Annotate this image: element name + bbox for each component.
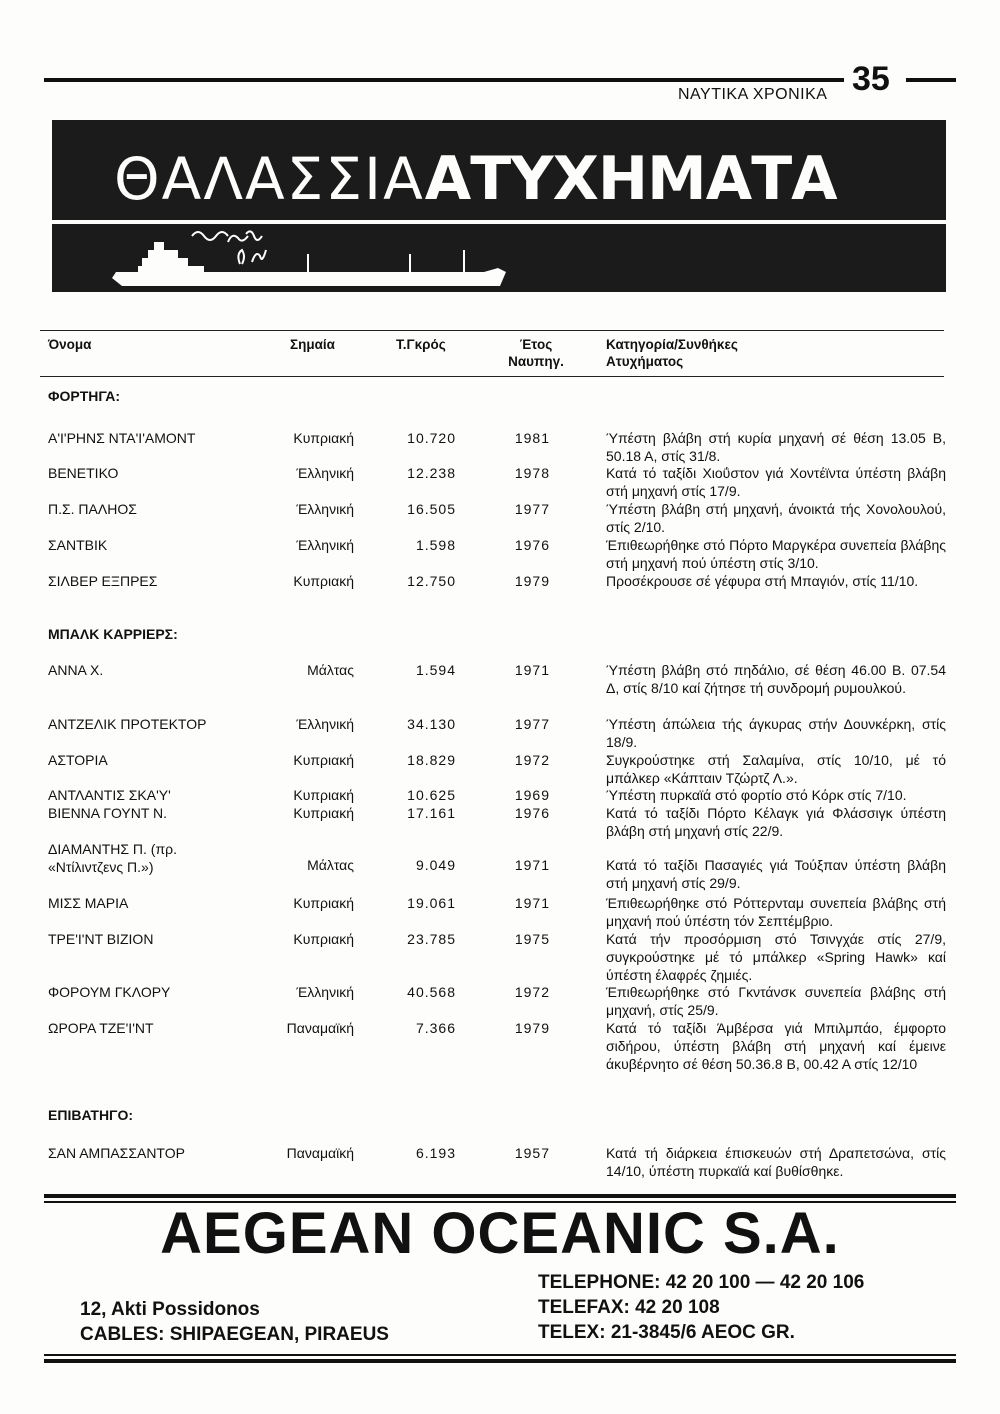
vessel-gross-tonnage: 1.594	[415, 662, 456, 678]
vessel-name: ΣΑΝ ΑΜΠΑΣΣΑΝΤΟΡ	[48, 1145, 185, 1161]
accident-description: Ύπέστη άπώλεια τής άγκυρας στήν Δουνκέρκη, στίς 18/9.	[606, 716, 946, 750]
section-banner	[52, 120, 946, 292]
vessel-name: ΦΟΡΟΥΜ ΓΚΛΟΡΥ	[48, 984, 171, 1000]
vessel-flag: Κυπριακή	[293, 430, 354, 446]
header-rule-right	[906, 78, 956, 82]
vessel-build-year: 1979	[514, 573, 550, 589]
vessel-gross-tonnage: 18.829	[407, 752, 456, 768]
vessel-build-year: 1971	[514, 857, 550, 873]
page-number: 35	[852, 60, 890, 98]
accident-description: Ύπέστη βλάβη στή μηχανή, άνοικτά τής Χονολουλού, στίς 2/10.	[606, 501, 946, 535]
vessel-name: ΣΑΝΤΒΙΚ	[48, 537, 108, 553]
advertiser-telefax: TELEFAX: 42 20 108	[538, 1297, 720, 1318]
vessel-build-year: 1976	[514, 537, 550, 553]
vessel-flag: Κυπριακή	[293, 931, 354, 947]
vessel-flag: Μάλτας	[307, 857, 354, 873]
vessel-gross-tonnage: 10.625	[407, 787, 456, 803]
vessel-flag: Μάλτας	[307, 662, 354, 678]
ad-rule-bottom-thin	[44, 1354, 956, 1356]
vessel-flag: Κυπριακή	[293, 805, 354, 821]
vessel-gross-tonnage: 34.130	[407, 716, 456, 732]
vessel-flag: Παναμαϊκή	[286, 1145, 354, 1161]
accident-description: Κατά τό ταξίδι Πόρτο Κέλαγκ γιά Φλάσσιγκ ύπέστη βλάβη στή μηχανή στίς 22/9.	[606, 805, 946, 839]
accident-description: Ύπέστη πυρκαϊά στό φορτίο στό Κόρκ στίς 7/10.	[606, 787, 907, 803]
accident-description: Συγκρούστηκε στή Σαλαμίνα, στίς 10/10, μέ τό μπάλκερ «Κάπταιν Τζώρτζ Λ.».	[606, 752, 946, 786]
column-header-flag: Σημαία	[290, 337, 335, 352]
vessel-gross-tonnage: 17.161	[407, 805, 456, 821]
accident-description: Έπιθεωρήθηκε στό Ρόττερνταμ συνεπεία βλάβης στή μηχανή πού ύπέστη τόν Σεπτέμβριο.	[606, 895, 946, 929]
vessel-name: Π.Σ. ΠΑΛΗΟΣ	[48, 501, 137, 517]
vessel-flag: Έλληνική	[296, 984, 354, 1000]
table-header-rule-top	[40, 330, 944, 331]
vessel-name: ΒΙΕΝΝΑ ΓΟΥΝΤ Ν.	[48, 805, 168, 821]
vessel-gross-tonnage: 10.720	[407, 430, 456, 446]
vessel-gross-tonnage: 7.366	[415, 1020, 456, 1036]
vessel-build-year: 1977	[514, 501, 550, 517]
accident-description: Έπιθεωρήθηκε στό Πόρτο Μαργκέρα συνεπεία βλάβης στή μηχανή πού ύπέστη στίς 3/10.	[606, 537, 946, 571]
vessel-build-year: 1971	[514, 895, 550, 911]
vessel-build-year: 1972	[514, 984, 550, 1000]
vessel-name: ΤΡΕ'Ι'ΝΤ ΒΙΖΙΟΝ	[48, 931, 154, 947]
accident-description: Ύπέστη βλάβη στή κυρία μηχανή σέ θέση 13.05 Β, 50.18 Α, στίς 31/8.	[606, 430, 946, 464]
accident-description: Ύπέστη βλάβη στό πηδάλιο, σέ θέση 46.00 Β. 07.54 Δ, στίς 8/10 καί ζήτησε τή συνδρομή ρυμουλκού.	[606, 662, 946, 696]
accident-description: Προσέκρουσε σέ γέφυρα στή Μπαγιόν, στίς 11/10.	[606, 573, 919, 589]
vessel-flag: Παναμαϊκή	[286, 1020, 354, 1036]
column-header-gt: Τ.Γκρός	[396, 337, 446, 352]
column-header-name: Όνομα	[48, 337, 92, 352]
vessel-build-year: 1977	[514, 716, 550, 732]
advertiser-address: 12, Akti Possidonos	[80, 1299, 260, 1320]
vessel-flag: Κυπριακή	[293, 752, 354, 768]
vessel-gross-tonnage: 16.505	[407, 501, 456, 517]
vessel-flag: Έλληνική	[296, 465, 354, 481]
vessel-name: ΜΙΣΣ ΜΑΡΙΑ	[48, 895, 129, 911]
vessel-build-year: 1976	[514, 805, 550, 821]
accident-description: Κατά τή διάρκεια έπισκευών στή Δραπετσώνα, στίς 14/10, ύπέστη πυρκαϊά καί βυθίσθηκε.	[606, 1145, 946, 1179]
vessel-build-year: 1979	[514, 1020, 550, 1036]
publication-name: ΝΑΥΤΙΚΑ ΧΡΟΝΙΚΑ	[678, 86, 828, 103]
table-header-rule-bottom	[40, 376, 944, 377]
vessel-build-year: 1969	[514, 787, 550, 803]
advertiser-telephone: TELEPHONE: 42 20 100 — 42 20 106	[538, 1272, 865, 1293]
vessel-build-year: 1978	[514, 465, 550, 481]
section-title	[114, 144, 837, 214]
vessel-flag: Κυπριακή	[293, 787, 354, 803]
ad-rule-top-thick	[44, 1194, 956, 1198]
vessel-gross-tonnage: 12.238	[407, 465, 456, 481]
advertiser-telex: TELEX: 21-3845/6 AEOC GR.	[538, 1322, 795, 1343]
vessel-name: ΒΕΝΕΤΙΚΟ	[48, 465, 119, 481]
ad-rule-bottom-thick	[44, 1359, 956, 1363]
vessel-build-year: 1981	[514, 430, 550, 446]
accident-description: Έπιθεωρήθηκε στό Γκντάνσκ συνεπεία βλάβης στή μηχανή, στίς 25/9.	[606, 984, 946, 1018]
vessel-build-year: 1972	[514, 752, 550, 768]
vessel-gross-tonnage: 1.598	[415, 537, 456, 553]
vessel-flag: Έλληνική	[296, 501, 354, 517]
advertiser-company-name: AEGEAN OCEANIC S.A.	[160, 1201, 840, 1266]
category-heading: ΜΠΑΛΚ ΚΑΡΡΙΕΡΣ:	[48, 626, 178, 642]
column-header-year: Έτος Ναυπηγ.	[508, 337, 564, 369]
category-heading: ΕΠΙΒΑΤΗΓΟ:	[48, 1107, 134, 1123]
vessel-gross-tonnage: 23.785	[407, 931, 456, 947]
advertiser-cables: CABLES: SHIPAEGEAN, PIRAEUS	[80, 1324, 389, 1345]
vessel-flag: Κυπριακή	[293, 573, 354, 589]
vessel-name: Α'Ι'ΡΗΝΣ ΝΤΑ'Ι'ΑΜΟΝΤ	[48, 430, 196, 446]
header-rule-left	[44, 78, 844, 82]
burning-ship-icon	[112, 228, 512, 292]
vessel-name: ΣΙΛΒΕΡ ΕΞΠΡΕΣ	[48, 573, 158, 589]
section-title-bold: ΑΤΥΧΗΜΑΤΑ	[424, 144, 837, 214]
vessel-flag: Έλληνική	[296, 537, 354, 553]
vessel-flag: Κυπριακή	[293, 895, 354, 911]
vessel-name: ΔΙΑΜΑΝΤΗΣ Π. (πρ. «Ντίλιντζενς Π.»)	[48, 841, 177, 875]
vessel-build-year: 1975	[514, 931, 550, 947]
accident-description: Κατά τήν προσόρμιση στό Τσινγχάε στίς 27/9, συγκρούστηκε μέ τό μπάλκερ «Spring Hawk» καί ύπέστη έλαφρές ζημιές.	[606, 931, 946, 983]
vessel-gross-tonnage: 19.061	[407, 895, 456, 911]
vessel-name: ΩΡΟΡΑ ΤΖΕ'Ι'ΝΤ	[48, 1020, 154, 1036]
vessel-name: ΑΝΤΖΕΛΙΚ ΠΡΟΤΕΚΤΟΡ	[48, 716, 207, 732]
vessel-gross-tonnage: 40.568	[407, 984, 456, 1000]
banner-band	[52, 220, 946, 224]
vessel-name: ΑΣΤΟΡΙΑ	[48, 752, 108, 768]
vessel-gross-tonnage: 6.193	[415, 1145, 456, 1161]
vessel-name: ΑΝΤΛΑΝΤΙΣ ΣΚΑ'Υ'	[48, 787, 171, 803]
section-title-light: ΘΑΛΑΣΣΙΑ	[114, 145, 425, 213]
vessel-build-year: 1971	[514, 662, 550, 678]
vessel-name: ΑΝΝΑ Χ.	[48, 662, 104, 678]
category-heading: ΦΟΡΤΗΓΑ:	[48, 388, 121, 404]
vessel-build-year: 1957	[514, 1145, 550, 1161]
vessel-gross-tonnage: 12.750	[407, 573, 456, 589]
accident-description: Κατά τό ταξίδι Χιοΰστον γιά Χοντέϊντα ύπέστη βλάβη στή μηχανή στίς 17/9.	[606, 465, 946, 499]
vessel-flag: Έλληνική	[296, 716, 354, 732]
accident-description: Κατά τό ταξίδι Άμβέρσα γιά Μπιλμπάο, έμφορτο σιδήρου, ύπέστη βλάβη στή μηχανή καί έμεινε άκυβέρνητο σέ θέση 50.36.8 Β, 00.42 Α στίς 12/10	[606, 1020, 946, 1072]
vessel-gross-tonnage: 9.049	[415, 857, 456, 873]
column-header-category: Κατηγορία/Συνθήκες Ατυχήματος	[606, 337, 738, 369]
accident-description: Κατά τό ταξίδι Πασαγιές γιά Τούξπαν ύπέστη βλάβη στή μηχανή στίς 29/9.	[606, 857, 946, 891]
